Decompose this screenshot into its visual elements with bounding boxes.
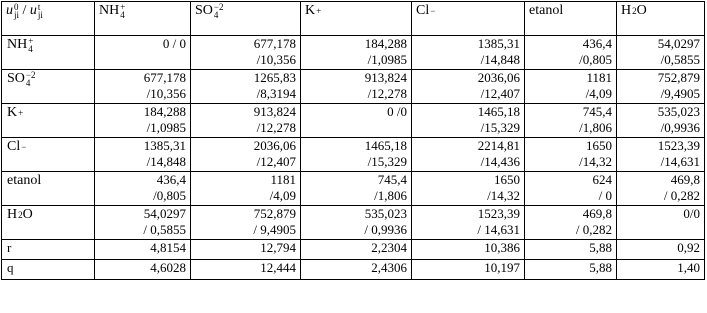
table-row (2, 206, 705, 240)
table-cell (301, 36, 412, 70)
table-row (2, 70, 705, 104)
cell-line: 0 / 0 (162, 36, 186, 51)
cell-line: 1465,18 (364, 138, 407, 153)
cell-line: 436,4 (582, 36, 612, 51)
param-value: 12,794 (191, 240, 301, 260)
corner-header: u 0 ji / u t ji (2, 2, 95, 36)
col-header (301, 2, 412, 36)
symbol-indices (316, 7, 321, 15)
species-symbol (621, 3, 647, 18)
cell-line: /15,329 (480, 120, 520, 135)
table-cell (617, 206, 705, 240)
symbol-sub: 4 (120, 9, 125, 20)
symbol-base: K (305, 3, 316, 18)
species-symbol (99, 3, 125, 18)
table-cell (412, 172, 525, 206)
table-cell (191, 70, 301, 104)
symbol-base: SO (7, 71, 25, 86)
table-cell (95, 138, 191, 172)
symbol-tail: O (636, 3, 647, 18)
col-header (525, 2, 617, 36)
header-row (2, 2, 705, 36)
param-value: 10,386 (412, 240, 525, 260)
cell-line: /12,278 (256, 120, 296, 135)
table-cell (95, 70, 191, 104)
symbol-base: SO (195, 3, 213, 18)
cell-line: 913,824 (364, 70, 407, 85)
species-symbol (7, 71, 35, 86)
cell-line: / 9,4905 (253, 222, 296, 237)
cell-line: / 0,282 (575, 222, 612, 237)
table-cell (412, 70, 525, 104)
table-cell (412, 36, 525, 70)
cell-line: /1,0985 (146, 120, 186, 135)
cell-line: 184,288 (364, 36, 407, 51)
row-header (2, 138, 95, 172)
table-cell (617, 70, 705, 104)
cell-line: /4,09 (585, 86, 612, 101)
symbol-sup: −2 (25, 69, 36, 80)
species-symbol (7, 207, 33, 222)
interaction-parameters-table (1, 1, 705, 280)
cell-line: 1181 (270, 172, 296, 187)
cell-line: /0,9936 (660, 120, 700, 135)
col-header (617, 2, 705, 36)
cell-line: 677,178 (143, 70, 186, 85)
symbol-indices (21, 143, 26, 151)
symbol-sup: − (430, 5, 436, 16)
cell-line: 913,824 (253, 104, 296, 119)
row-header (2, 70, 95, 104)
cell-line: 624 (592, 172, 612, 187)
symbol-sup: − (21, 141, 27, 152)
symbol-indices (430, 7, 435, 15)
param-value: 12,444 (191, 260, 301, 280)
symbol-base: Cl (7, 139, 21, 154)
symbol-indices (26, 71, 36, 87)
row-header (2, 104, 95, 138)
table-cell (412, 104, 525, 138)
symbol-base: NH (99, 3, 120, 18)
table-cell (301, 206, 412, 240)
cell-line: / 0,5855 (143, 222, 186, 237)
table-cell (525, 206, 617, 240)
param-value: 10,197 (412, 260, 525, 280)
table-cell (191, 172, 301, 206)
cell-line: /14,848 (146, 154, 186, 169)
cell-line: /12,407 (480, 86, 520, 101)
symbol-sup: + (316, 5, 322, 16)
cell-line: 0/0 (683, 206, 700, 221)
cell-line: 1465,18 (477, 104, 520, 119)
species-symbol (305, 3, 321, 18)
table-row (2, 36, 705, 70)
param-label: q (2, 260, 95, 280)
symbol-sub: 4 (28, 43, 33, 54)
table-cell (412, 206, 525, 240)
table-row (2, 138, 705, 172)
cell-line: 1650 (494, 172, 520, 187)
cell-line: 2036,06 (253, 138, 296, 153)
cell-line: /14,848 (480, 52, 520, 67)
table-cell (301, 172, 412, 206)
cell-line: 184,288 (143, 104, 186, 119)
cell-line: 535,023 (364, 206, 407, 221)
symbol-sub: 2 (18, 209, 23, 220)
col-header (191, 2, 301, 36)
cell-line: 745,4 (582, 104, 612, 119)
param-value: 0,92 (617, 240, 705, 260)
param-value: 5,88 (525, 240, 617, 260)
cell-line: 535,023 (657, 104, 700, 119)
table-row (2, 104, 705, 138)
cell-line: 1385,31 (477, 36, 520, 51)
species-symbol (195, 3, 223, 18)
cell-line: 752,879 (657, 70, 700, 85)
species-symbol (416, 3, 435, 18)
param-value: 2,2304 (301, 240, 412, 260)
symbol-base: H (621, 3, 632, 18)
cell-line: / 14,631 (477, 222, 520, 237)
table-cell (191, 206, 301, 240)
col-header (412, 2, 525, 36)
cell-line: 54,0297 (657, 36, 700, 51)
symbol-base: etanol (7, 173, 42, 188)
cell-line: /4,09 (269, 188, 296, 203)
symbol-tail: O (22, 207, 33, 222)
cell-line: /1,806 (579, 120, 612, 135)
table-cell (301, 138, 412, 172)
cell-line: 436,4 (156, 172, 186, 187)
table-cell (95, 104, 191, 138)
param-value: 4,8154 (95, 240, 191, 260)
symbol-indices (120, 3, 125, 19)
cell-line: 677,178 (253, 36, 296, 51)
symbol-sup: + (120, 1, 126, 12)
cell-line: 752,879 (253, 206, 296, 221)
cell-line: 1385,31 (143, 138, 186, 153)
symbol-base: Cl (416, 3, 430, 18)
cell-line: 1523,39 (477, 206, 520, 221)
cell-line: /10,356 (256, 52, 296, 67)
table-cell (525, 172, 617, 206)
table-cell (617, 36, 705, 70)
table-cell (301, 70, 412, 104)
cell-line: / 0 (598, 188, 612, 203)
table-cell (95, 36, 191, 70)
param-value: 2,4306 (301, 260, 412, 280)
table-row (2, 172, 705, 206)
symbol-sup: −2 (213, 1, 224, 12)
table-cell (525, 70, 617, 104)
param-value: 1,40 (617, 260, 705, 280)
cell-line: /1,0985 (367, 52, 407, 67)
species-symbol (529, 3, 563, 18)
cell-line: 1265,83 (253, 70, 296, 85)
cell-line: 745,4 (377, 172, 407, 187)
table-cell (191, 104, 301, 138)
row-header (2, 206, 95, 240)
cell-line: 2214,81 (477, 138, 520, 153)
table-cell (617, 138, 705, 172)
table-cell (617, 104, 705, 138)
cell-line: / 0,9936 (364, 222, 407, 237)
symbol-base: NH (7, 37, 28, 52)
param-row (2, 240, 705, 260)
table-cell (191, 36, 301, 70)
row-header (2, 36, 95, 70)
symbol-sup: + (18, 107, 24, 118)
symbol-indices (28, 37, 33, 53)
table-cell (95, 172, 191, 206)
col-header (95, 2, 191, 36)
symbol-sub: 4 (213, 9, 219, 20)
row-header (2, 172, 95, 206)
cell-line: 1181 (586, 70, 612, 85)
table-cell (525, 36, 617, 70)
cell-line: 469,8 (582, 206, 612, 221)
cell-line: /0,805 (153, 188, 186, 203)
species-symbol (7, 139, 26, 154)
cell-line: /15,329 (367, 154, 407, 169)
cell-line: /14,32 (487, 188, 520, 203)
species-symbol (7, 105, 23, 120)
cell-line: /8,3194 (256, 86, 296, 101)
cell-line: /1,806 (374, 188, 407, 203)
symbol-sup: + (28, 35, 34, 46)
param-value: 4,6028 (95, 260, 191, 280)
symbol-sub: 4 (25, 77, 31, 88)
cell-line: 2036,06 (477, 70, 520, 85)
symbol-base: K (7, 105, 18, 120)
species-symbol (7, 37, 33, 52)
cell-line: /12,278 (367, 86, 407, 101)
cell-line: 1523,39 (657, 138, 700, 153)
symbol-indices (214, 3, 224, 19)
cell-line: /0,805 (579, 52, 612, 67)
table-cell (95, 206, 191, 240)
cell-line: /14,32 (579, 154, 612, 169)
table-cell (525, 104, 617, 138)
cell-line: /14,631 (660, 154, 700, 169)
param-value: 5,88 (525, 260, 617, 280)
cell-line: /10,356 (146, 86, 186, 101)
table-cell (617, 172, 705, 206)
symbol-base: H (7, 207, 18, 222)
param-row (2, 260, 705, 280)
table-cell (525, 138, 617, 172)
cell-line: 0 /0 (387, 104, 407, 119)
symbol-base: etanol (529, 3, 564, 18)
symbol-sub: 2 (632, 5, 637, 16)
cell-line: 1650 (586, 138, 612, 153)
table-cell (301, 104, 412, 138)
cell-line: 54,0297 (143, 206, 186, 221)
cell-line: /9,4905 (660, 86, 700, 101)
species-symbol (7, 173, 41, 188)
cell-line: / 0,282 (663, 188, 700, 203)
cell-line: 469,8 (670, 172, 700, 187)
cell-line: /14,436 (480, 154, 520, 169)
cell-line: /12,407 (256, 154, 296, 169)
symbol-indices (18, 109, 23, 117)
param-label: r (2, 240, 95, 260)
table-cell (191, 138, 301, 172)
table-cell (412, 138, 525, 172)
cell-line: /0,5855 (660, 52, 700, 67)
